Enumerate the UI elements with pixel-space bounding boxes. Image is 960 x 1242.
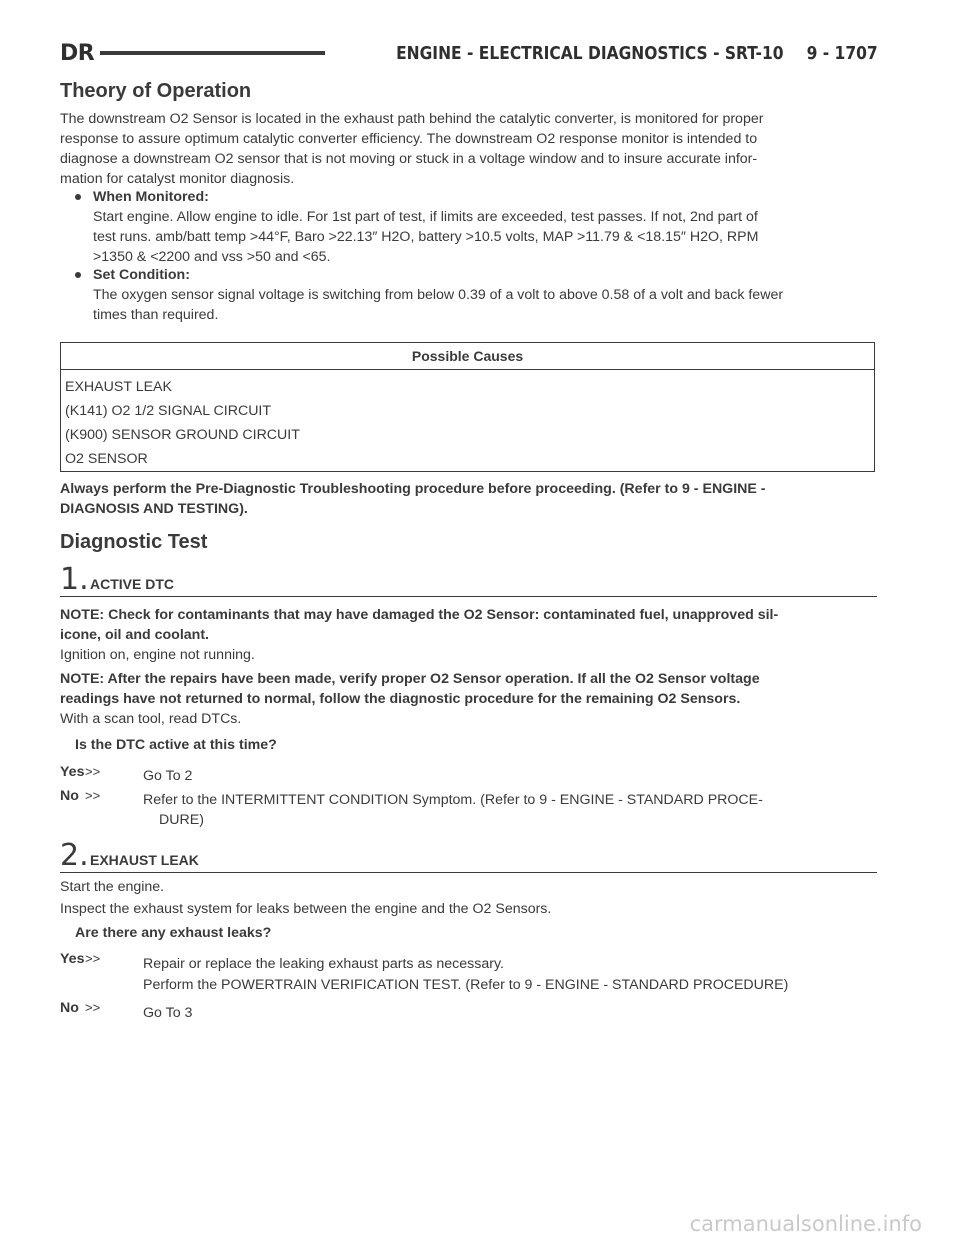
theory-line: The downstream O2 Sensor is located in the exhaust path behind the catalytic converter, is monitored for proper bbox=[60, 111, 764, 127]
note-line: readings have not returned to normal, follow the diagnostic procedure for the remaining O2 Sensors. bbox=[60, 691, 741, 707]
always-perform-note bbox=[60, 479, 878, 519]
step-2-text-2: Inspect the exhaust system for leaks between the engine and the O2 Sensors. bbox=[60, 901, 552, 917]
header-page-number: 9 - 1707 bbox=[806, 42, 878, 64]
note-line: NOTE: Check for contaminants that may have damaged the O2 Sensor: contaminated fuel, unapproved sil- bbox=[60, 607, 779, 623]
possible-causes-heading: Possible Causes bbox=[61, 343, 874, 370]
theory-line: response to assure optimum catalytic converter efficiency. The downstream O2 response monitor is intended to bbox=[60, 131, 758, 147]
bullet-text bbox=[93, 285, 878, 325]
answer-no-label: No bbox=[60, 1000, 79, 1016]
header-rule bbox=[100, 51, 325, 55]
watermark: carmanualsonline.info bbox=[689, 1212, 922, 1236]
step-number: 2. bbox=[60, 838, 89, 873]
theory-heading: Theory of Operation bbox=[60, 80, 252, 102]
step-1-note-1 bbox=[60, 605, 878, 645]
step-title: EXHAUST LEAK bbox=[90, 852, 199, 868]
note-line: DIAGNOSIS AND TESTING). bbox=[60, 501, 248, 517]
step-1-text-1: Ignition on, engine not running. bbox=[60, 647, 255, 663]
bullet-dot-icon bbox=[75, 272, 81, 278]
bullet-line: The oxygen sensor signal voltage is switching from below 0.39 of a volt to above 0.58 of a volt and back fewer bbox=[93, 287, 784, 303]
cause-item: (K900) SENSOR GROUND CIRCUIT bbox=[65, 427, 300, 443]
answer-arrow: >> bbox=[85, 764, 101, 779]
answer-yes-text: Repair or replace the leaking exhaust parts as necessary. bbox=[143, 956, 504, 972]
diagnostic-test-heading: Diagnostic Test bbox=[60, 531, 208, 553]
page-header bbox=[60, 38, 878, 68]
theory-paragraph bbox=[60, 109, 878, 189]
possible-causes-table bbox=[60, 342, 875, 472]
bullet-line: times than required. bbox=[93, 307, 219, 323]
note-line: Always perform the Pre-Diagnostic Troubleshooting procedure before proceeding. (Refer to 9 - ENGINE - bbox=[60, 481, 766, 497]
answer-arrow: >> bbox=[85, 1000, 101, 1015]
step-1-text-2: With a scan tool, read DTCs. bbox=[60, 711, 242, 727]
answer-yes-label: Yes bbox=[60, 951, 85, 967]
step-1-note-2 bbox=[60, 669, 878, 709]
cause-item: EXHAUST LEAK bbox=[65, 379, 172, 395]
answer-yes-label: Yes bbox=[60, 764, 85, 780]
bullet-when-monitored bbox=[75, 187, 878, 267]
step-2-text-1: Start the engine. bbox=[60, 879, 165, 895]
step-1-header bbox=[60, 564, 877, 597]
answer-no-label: No bbox=[60, 788, 79, 804]
bullet-title: Set Condition: bbox=[93, 267, 190, 283]
step-2-question: Are there any exhaust leaks? bbox=[75, 925, 272, 941]
answer-no-text bbox=[143, 790, 878, 830]
cause-item: (K141) O2 1/2 SIGNAL CIRCUIT bbox=[65, 403, 272, 419]
answer-arrow: >> bbox=[85, 788, 101, 803]
step-title: ACTIVE DTC bbox=[90, 576, 174, 592]
header-title: ENGINE - ELECTRICAL DIAGNOSTICS - SRT-10 bbox=[395, 42, 784, 64]
step-1-question: Is the DTC active at this time? bbox=[75, 737, 277, 753]
answer-no-text: Go To 3 bbox=[143, 1005, 193, 1021]
note-line: NOTE: After the repairs have been made, verify proper O2 Sensor operation. If all the O2 Sensor voltage bbox=[60, 671, 760, 687]
theory-line: diagnose a downstream O2 sensor that is not moving or stuck in a voltage window and to insure accurate infor- bbox=[60, 151, 758, 167]
answer-line: Refer to the INTERMITTENT CONDITION Symptom. (Refer to 9 - ENGINE - STANDARD PROCE- bbox=[143, 792, 763, 808]
answer-line: DURE) bbox=[159, 812, 204, 828]
bullet-text bbox=[93, 207, 878, 267]
bullet-title: When Monitored: bbox=[93, 189, 209, 205]
step-2-header bbox=[60, 840, 877, 873]
bullet-line: test runs. amb/batt temp >44°F, Baro >22.13″ H2O, battery >10.5 volts, MAP >11.79 & <18.15″ H2O, RPM bbox=[93, 229, 759, 245]
answer-arrow: >> bbox=[85, 951, 101, 966]
answer-yes-text: Go To 2 bbox=[143, 768, 193, 784]
bullet-line: >1350 & <2200 and vss >50 and <65. bbox=[93, 249, 331, 265]
bullet-dot-icon bbox=[75, 194, 81, 200]
bullet-line: Start engine. Allow engine to idle. For 1st part of test, if limits are exceeded, test passes. If not, 2nd part of bbox=[93, 209, 758, 225]
header-model: DR bbox=[60, 40, 95, 66]
note-line: icone, oil and coolant. bbox=[60, 627, 209, 643]
theory-line: mation for catalyst monitor diagnosis. bbox=[60, 171, 295, 187]
cause-item: O2 SENSOR bbox=[65, 451, 148, 467]
answer-yes-text: Perform the POWERTRAIN VERIFICATION TEST. (Refer to 9 - ENGINE - STANDARD PROCEDURE) bbox=[143, 977, 789, 993]
bullet-set-condition bbox=[75, 265, 878, 325]
step-number: 1. bbox=[60, 562, 89, 597]
